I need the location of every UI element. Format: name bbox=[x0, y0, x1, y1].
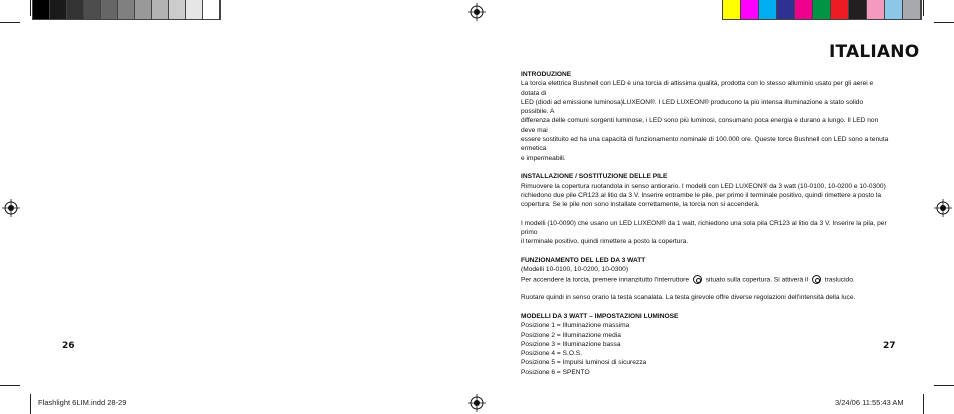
crop-mark bbox=[30, 394, 31, 414]
crop-mark bbox=[0, 22, 20, 23]
color-swatch bbox=[101, 0, 118, 19]
section-heading-install: INSTALLAZIONE / SOSTITUZIONE DELLE PILE bbox=[521, 173, 668, 181]
text-line: Posizione 3 = Illuminazione bassa bbox=[521, 340, 621, 348]
color-swatch bbox=[831, 0, 849, 19]
color-swatch bbox=[849, 0, 867, 19]
text-line: essere sostituito ed ha una capacità di funzionamento nominale di 100.000 ore. Queste torce Bushnell con LED sono a tenuta ermetica bbox=[521, 136, 889, 153]
power-switch-icon bbox=[693, 275, 702, 284]
color-swatch bbox=[135, 0, 152, 19]
crop-mark bbox=[934, 385, 954, 386]
crop-mark bbox=[934, 22, 954, 23]
page-title: ITALIANO bbox=[829, 42, 920, 62]
text-line: Rimuovere la copertura ruotandola in senso antiorario. I modelli con LED LUXEON® da 3 watt (10-0100, 10-0200 e 10-0300) bbox=[521, 182, 886, 190]
intro-body bbox=[521, 79, 891, 163]
install-body-2 bbox=[521, 219, 891, 247]
color-swatch bbox=[741, 0, 759, 19]
slug-filename: Flashlight 6LIM.indd 28-29 bbox=[38, 398, 127, 407]
color-swatch bbox=[759, 0, 777, 19]
color-swatch bbox=[723, 0, 741, 19]
text-line: il terminale positivo, quindi rimettere a posto la copertura. bbox=[521, 238, 689, 246]
text-line: Posizione 2 = Illuminazione media bbox=[521, 331, 621, 339]
text-line: differenza delle comuni sorgenti luminose, i LED sono più luminosi, consumano poca energia e durano a lungo. Il LED non deve mai bbox=[521, 117, 879, 134]
color-swatch bbox=[152, 0, 169, 19]
registration-mark-icon bbox=[2, 199, 20, 217]
color-swatch bbox=[50, 0, 67, 19]
process-color-bar bbox=[722, 0, 922, 20]
color-swatch bbox=[84, 0, 101, 19]
page-number-right: 27 bbox=[883, 341, 896, 351]
page-number-left: 26 bbox=[62, 341, 75, 351]
crop-mark bbox=[923, 394, 924, 414]
models-list bbox=[521, 321, 891, 377]
crop-mark bbox=[923, 0, 924, 16]
operation-models: (Modelli 10-0100, 10-0200, 10-0300) bbox=[521, 266, 629, 274]
text-line: Posizione 4 = S.O.S. bbox=[521, 350, 583, 358]
color-swatch bbox=[33, 0, 50, 19]
section-heading-intro: INTRODUZIONE bbox=[521, 71, 572, 78]
color-swatch bbox=[813, 0, 831, 19]
registration-mark-icon bbox=[468, 3, 486, 21]
text-line: copertura. Se le pile non sono installate correttamente, la torcia non si accenderà. bbox=[521, 201, 760, 209]
registration-mark-icon bbox=[468, 394, 486, 412]
registration-mark-icon bbox=[934, 199, 952, 217]
text-line: La torcia elettrica Bushnell con LED è una torcia di altissima qualità, prodotta con lo stesso alluminio usato per gli aerei e dotata di bbox=[521, 80, 874, 97]
text-line: e impermeabili. bbox=[521, 154, 566, 162]
section-heading-operation: FUNZIONAMENTO DEL LED DA 3 WATT bbox=[521, 256, 646, 264]
text-line: Posizione 1 = Illuminazione massima bbox=[521, 322, 630, 330]
color-swatch bbox=[118, 0, 135, 19]
text-line: Posizione 6 = SPENTO bbox=[521, 368, 590, 376]
color-swatch bbox=[903, 0, 921, 19]
color-swatch bbox=[795, 0, 813, 19]
color-swatch bbox=[203, 0, 220, 19]
crop-mark bbox=[30, 0, 31, 16]
manual-text bbox=[521, 70, 891, 377]
color-swatch bbox=[777, 0, 795, 19]
color-swatch bbox=[867, 0, 885, 19]
text-line: Posizione 5 = Impulsi luminosi di sicurezza bbox=[521, 359, 647, 367]
text-line: richiedono due pile CR123 al litio da 3 V. Inserire entrambe le pile, per primo il terminale positivo, quindi rimettere a posto la bbox=[521, 191, 882, 199]
install-body bbox=[521, 182, 891, 210]
slug-timestamp: 3/24/06 11:55:43 AM bbox=[835, 398, 904, 407]
section-heading-models: MODELLI DA 3 WATT – IMPOSTAZIONI LUMINOSE bbox=[521, 312, 679, 320]
operation-rotate: Ruotare quindi in senso orario la testa scanalata. La testa girevole offre diverse regolazioni dell'intensità della luce. bbox=[521, 294, 856, 302]
color-swatch bbox=[186, 0, 203, 19]
crop-mark bbox=[0, 385, 20, 386]
text-line: LED (diodi ad emissione luminosa)LUXEON®. I LED LUXEON® producono la più intensa illuminazione a stato solido possibile. A bbox=[521, 98, 864, 116]
grayscale-color-bar bbox=[32, 0, 221, 20]
color-swatch bbox=[169, 0, 186, 19]
color-swatch bbox=[885, 0, 903, 19]
text-line: I modelli (10-0090) che usano un LED LUXEON® da 1 watt, richiedono una sola pila CR123 al litio da 3 V. Inserire la pila, per primo bbox=[521, 219, 887, 237]
translucent-button-icon bbox=[812, 275, 821, 284]
operation-switch: Per accendere la torcia, premere innanzitutto l'interruttore situato sulla copertura. Si attiverà il traslucido. bbox=[521, 275, 855, 283]
color-swatch bbox=[67, 0, 84, 19]
